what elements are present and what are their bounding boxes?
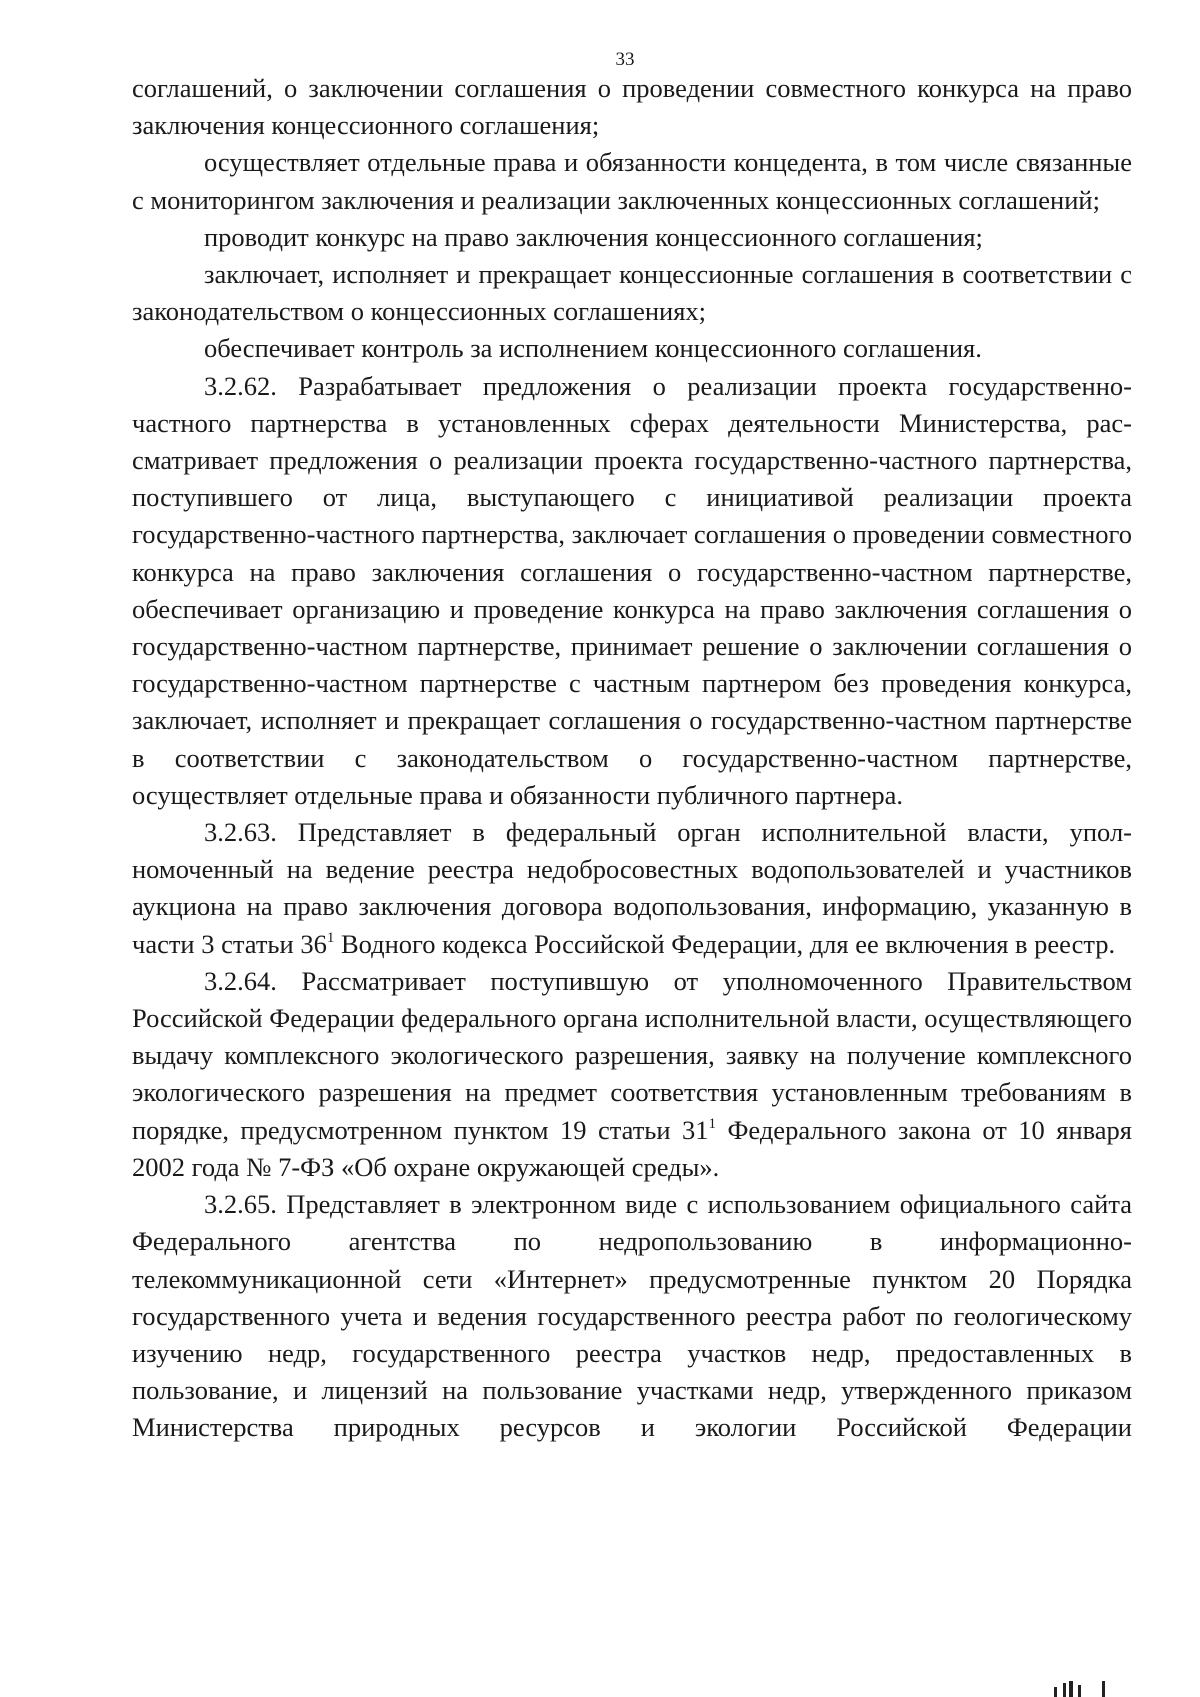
paragraph-ensures-control: обеспечивает контроль за исполнением концессионного соглашения. <box>204 333 982 364</box>
paragraph-concession-continued: соглашений, о заключении соглашения о проведении совместного конкурса на право заключения концессионного соглашения; <box>132 73 1132 141</box>
superscript-article-36-1: 1 <box>326 929 335 946</box>
paragraph-3-2-63-text-a: 3.2.63. Представляет в федеральный орган исполнительной власти, уполномоченный на ведение реестра недобросовестных водопользователей и участников аукциона на право заключения договора водопользования, информацию, указанную в части 3 статьи 36 <box>132 817 1132 959</box>
paragraph-concludes-agreements: заключает, исполняет и прекращает концессионные соглашения в соответствии с законодательством о концессионных соглашениях; <box>132 259 1132 327</box>
paragraph-3-2-65: 3.2.65. Представляет в электронном виде с использованием официального сайта Федерального агентства по недропользованию в информационно-телекоммуникационной сети «Интернет» предусмотренные пунктом 20 Порядка государственного учета и ведения государственного реестра работ по геологическому изучению недр, государственного реестра участков недр, предоставленных в пользование, и лицензий на пользование участками недр, утвержденного приказом Министерства природных ресурсов и экологии Российской Федерации <box>132 1189 1132 1443</box>
paragraph-conducts-tender: проводит конкурс на право заключения концессионного соглашения; <box>204 221 983 252</box>
paragraph-3-2-64-text-a: 3.2.64. Рассматривает поступившую от уполномоченного Правительством Российской Федерации федерального органа исполнительной власти, осуществляющего выдачу комплексного экологического разрешения, заявку на получение комплексного экологического разрешения на предмет соответствия установленным требованиям в порядке, предусмотренном пунктом 19 статьи 31 <box>132 965 1132 1145</box>
document-body <box>132 70 1132 1447</box>
paragraph-3-2-64-text-b: Федерального закона от 10 января 2002 года № 7-ФЗ «Об охране окружающей среды». <box>132 1114 1132 1182</box>
paragraph-3-2-64 <box>132 963 1132 1186</box>
paragraph-3-2-62: 3.2.62. Разрабатывает предложения о реализации проекта государственно-частного партнерства в установленных сферах деятельности Министерства, рассматривает предложения о реализации проекта государственно-частного партнерства, поступившего от лица, выступающего с инициативой реализации проекта государственно-частного партнерства, заключает соглашения о проведении совместного конкурса на право заключения соглашения о государственно-частном партнерстве, обеспечивает организацию и проведение конкурса на право заключения соглашения о государственно-частном партнерстве, принимает решение о заключении соглашения о государственно-частном партнерстве с частным партнером без проведения конкурса, заключает, исполняет и прекращает соглашения о государственно-частном партнерстве в соответствии с законодательством о государственно-частном партнерстве, осуществляет отдельные права и обязанности публичного партнера. <box>132 370 1132 810</box>
superscript-article-31-1: 1 <box>708 1115 717 1132</box>
paragraph-3-2-63-text-b: Водного кодекса Российской Федерации, для ее включения в реестр. <box>334 928 1116 959</box>
page-number: 33 <box>615 49 635 70</box>
scan-edge-marks <box>1054 1681 1114 1697</box>
paragraph-concedent-rights: осуществляет отдельные права и обязанности концедента, в том числе связанные с мониторингом заключения и реализации заключенных концессионных соглашений; <box>132 147 1132 215</box>
paragraph-3-2-63 <box>132 814 1132 963</box>
